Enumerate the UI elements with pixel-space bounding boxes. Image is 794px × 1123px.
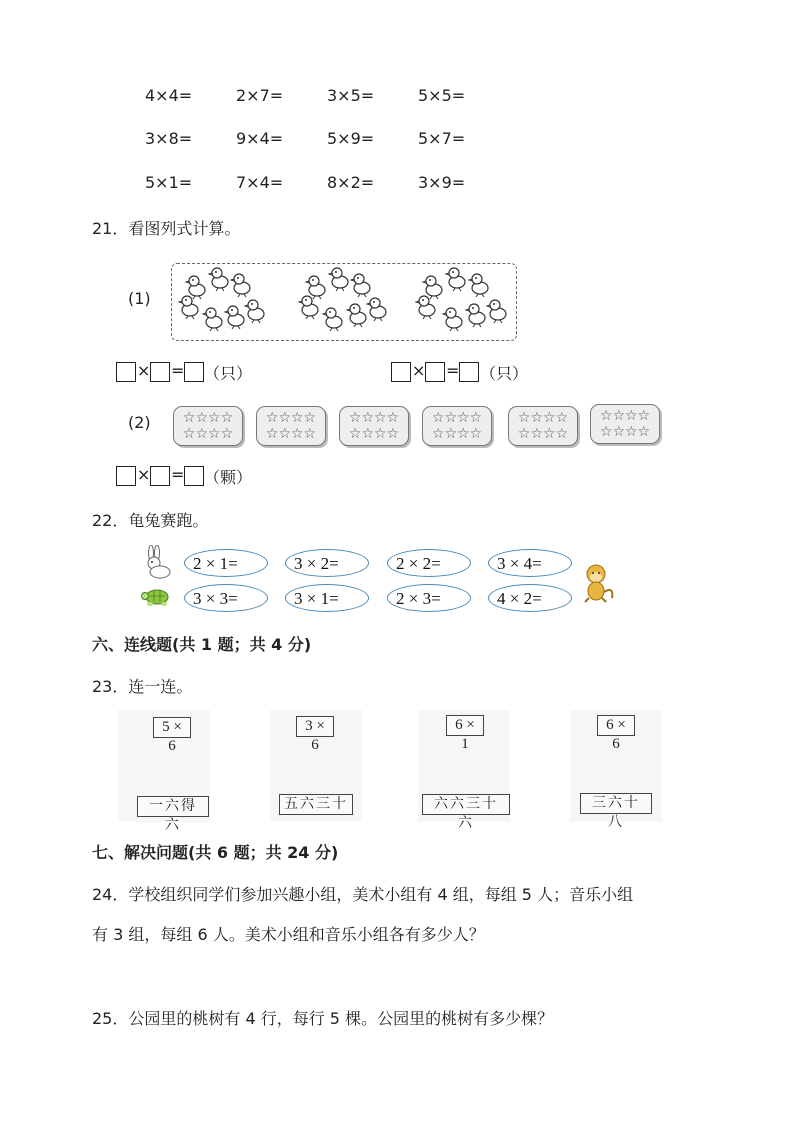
answer-box[interactable] [391, 362, 411, 382]
star-icon-row: ☆☆☆☆ [517, 426, 569, 442]
times-sign: × [412, 361, 426, 380]
star-icon-row: ☆☆☆☆ [182, 410, 234, 426]
question-22-title: 22．龟兔赛跑。 [92, 511, 209, 530]
star-card [422, 406, 492, 446]
calc-item: 5×7= [418, 129, 466, 148]
star-card [508, 406, 578, 446]
star-icon-row: ☆☆☆☆ [348, 410, 400, 426]
answer-phrase-box[interactable]: 三六十八 [580, 793, 652, 814]
part-2-label: (2) [128, 413, 151, 432]
star-card [590, 404, 660, 444]
part-1-label: (1) [128, 289, 151, 308]
calc-item: 2×7= [236, 86, 284, 105]
question-21-title: 21．看图列式计算。 [92, 219, 241, 238]
question-25-line-1: 25．公园里的桃树有 4 行，每行 5 棵。公园里的桃树有多少棵？ [92, 1009, 554, 1028]
star-icon-row: ☆☆☆☆ [265, 426, 317, 442]
answer-box[interactable] [459, 362, 479, 382]
expression-box[interactable]: 6 × 6 [597, 715, 635, 736]
question-24-line-2: 有 3 组，每组 6 人。美术小组和音乐小组各有多少人？ [92, 925, 485, 944]
ducks-picture [171, 263, 517, 341]
turtle-expression-oval[interactable]: 2 × 3= [387, 584, 471, 612]
calc-item: 5×9= [327, 129, 375, 148]
answer-box[interactable] [184, 466, 204, 486]
calc-item: 9×4= [236, 129, 284, 148]
answer-box[interactable] [150, 466, 170, 486]
answer-phrase-box[interactable]: 一六得六 [137, 796, 209, 817]
rabbit-icon [140, 545, 172, 579]
star-icon-row: ☆☆☆☆ [599, 424, 651, 440]
turtle-expression-oval[interactable]: 4 × 2= [488, 584, 572, 612]
calc-item: 5×5= [418, 86, 466, 105]
answer-box[interactable] [425, 362, 445, 382]
expression-box[interactable]: 6 × 1 [446, 715, 484, 736]
answer-box[interactable] [116, 466, 136, 486]
duck-icon-group [172, 264, 516, 340]
calc-item: 3×5= [327, 86, 375, 105]
star-icon-row: ☆☆☆☆ [431, 410, 483, 426]
star-icon-row: ☆☆☆☆ [348, 426, 400, 442]
star-icon-row: ☆☆☆☆ [265, 410, 317, 426]
star-icon-row: ☆☆☆☆ [431, 426, 483, 442]
turtle-expression-oval[interactable]: 3 × 1= [285, 584, 369, 612]
calc-item: 3×9= [418, 173, 466, 192]
times-sign: × [137, 465, 151, 484]
star-icon-row: ☆☆☆☆ [182, 426, 234, 442]
unit-label: （只） [204, 364, 253, 383]
calc-item: 5×1= [145, 173, 193, 192]
equals-sign: = [446, 361, 460, 380]
unit-label: （只） [480, 364, 529, 383]
question-24-line-1: 24．学校组织同学们参加兴趣小组，美术小组有 4 组，每组 5 人；音乐小组 [92, 885, 634, 904]
monkey-icon [578, 562, 618, 604]
star-card [256, 406, 326, 446]
star-card [339, 406, 409, 446]
equals-sign: = [171, 361, 185, 380]
star-icon-row: ☆☆☆☆ [517, 410, 569, 426]
rabbit-expression-oval[interactable]: 2 × 2= [387, 549, 471, 577]
calc-item: 8×2= [327, 173, 375, 192]
question-23-title: 23．连一连。 [92, 677, 193, 696]
rabbit-expression-oval[interactable]: 3 × 2= [285, 549, 369, 577]
section-7-title: 七、解决问题(共 6 题；共 24 分) [92, 843, 339, 862]
star-icon-row: ☆☆☆☆ [599, 408, 651, 424]
answer-box[interactable] [184, 362, 204, 382]
equals-sign: = [171, 465, 185, 484]
calc-item: 7×4= [236, 173, 284, 192]
turtle-icon [140, 584, 172, 608]
section-6-title: 六、连线题(共 1 题；共 4 分) [92, 635, 312, 654]
star-card [173, 406, 243, 446]
answer-phrase-box[interactable]: 五六三十 [279, 794, 353, 815]
answer-box[interactable] [150, 362, 170, 382]
calc-item: 3×8= [145, 129, 193, 148]
turtle-expression-oval[interactable]: 3 × 3= [184, 584, 268, 612]
rabbit-expression-oval[interactable]: 2 × 1= [184, 549, 268, 577]
expression-box[interactable]: 3 × 6 [296, 716, 334, 737]
answer-box[interactable] [116, 362, 136, 382]
calc-item: 4×4= [145, 86, 193, 105]
expression-box[interactable]: 5 × 6 [153, 717, 191, 738]
answer-phrase-box[interactable]: 六六三十六 [422, 794, 510, 815]
rabbit-expression-oval[interactable]: 3 × 4= [488, 549, 572, 577]
times-sign: × [137, 361, 151, 380]
unit-label: （颗） [204, 468, 253, 487]
